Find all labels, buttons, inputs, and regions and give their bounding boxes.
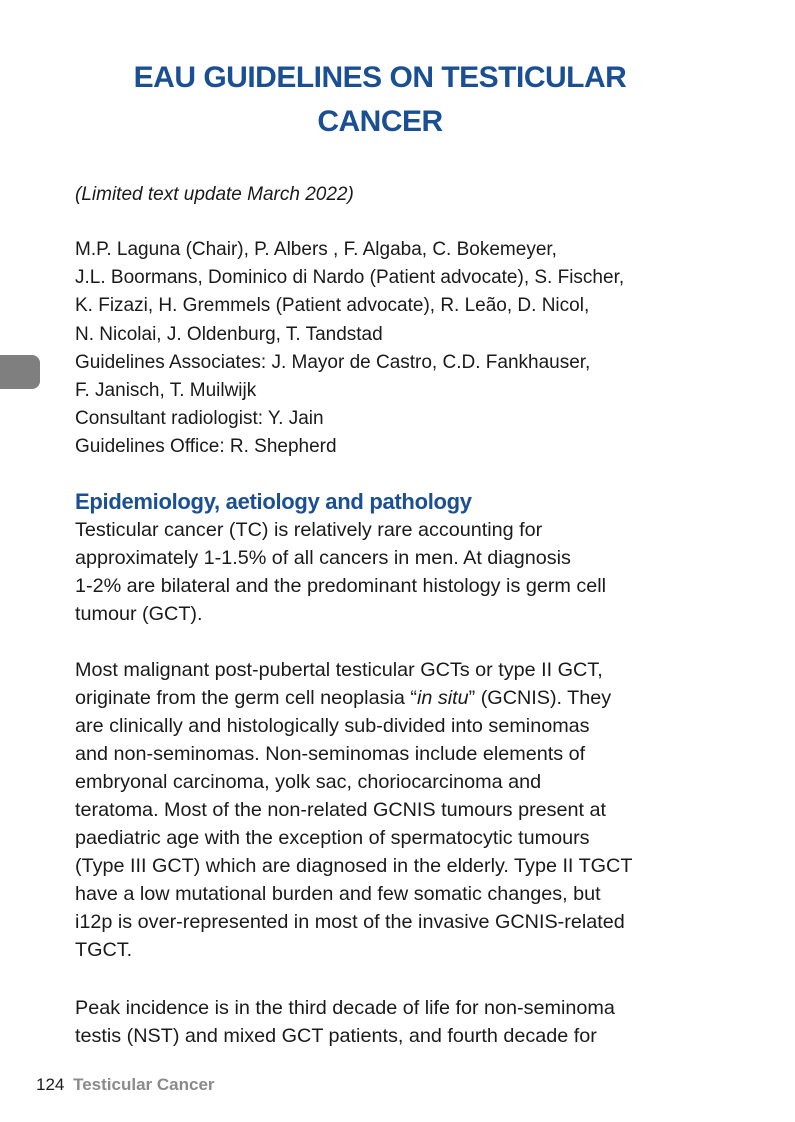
paragraph-2 (75, 656, 695, 964)
update-note: (Limited text update March 2022) (75, 184, 354, 205)
text-line: approximately 1-1.5% of all cancers in men. At diagnosis (75, 547, 571, 569)
text-line: teratoma. Most of the non-related GCNIS tumours present at (75, 799, 607, 821)
text-segment: originate from the germ cell neoplasia “ (75, 687, 417, 709)
page-title (60, 56, 700, 144)
page-number: 124 (36, 1075, 65, 1094)
text-line: tumour (GCT). (75, 603, 203, 625)
author-line: Guidelines Associates: J. Mayor de Castro, C.D. Fankhauser, (75, 351, 591, 373)
text-line: (Type III GCT) which are diagnosed in the elderly. Type II TGCT (75, 855, 633, 877)
running-title: Testicular Cancer (73, 1075, 215, 1094)
text-line: Testicular cancer (TC) is relatively rare accounting for (75, 519, 543, 541)
title-line-1: EAU GUIDELINES ON TESTICULAR (133, 61, 627, 94)
page-footer (36, 1074, 215, 1096)
author-line: Consultant radiologist: Y. Jain (75, 408, 324, 430)
author-line: F. Janisch, T. Muilwijk (75, 380, 257, 402)
text-line: testis (NST) and mixed GCT patients, and fourth decade for (75, 1025, 597, 1047)
text-line (75, 684, 695, 712)
paragraph-3 (75, 994, 695, 1050)
chapter-side-tab (0, 355, 40, 389)
text-line: i12p is over-represented in most of the invasive GCNIS-related (75, 911, 625, 933)
text-line: TGCT. (75, 939, 133, 961)
text-line: Most malignant post-pubertal testicular GCTs or type II GCT, (75, 659, 603, 681)
text-line: and non-seminomas. Non-seminomas include elements of (75, 743, 586, 765)
author-line: N. Nicolai, J. Oldenburg, T. Tandstad (75, 323, 383, 345)
paragraph-1 (75, 516, 695, 628)
italic-term: in situ (416, 687, 469, 709)
author-line: Guidelines Office: R. Shepherd (75, 436, 337, 458)
text-line: embryonal carcinoma, yolk sac, choriocarcinoma and (75, 771, 542, 793)
text-line: Peak incidence is in the third decade of life for non-seminoma (75, 997, 615, 1019)
author-line: M.P. Laguna (Chair), P. Albers , F. Algaba, C. Bokemeyer, (75, 239, 557, 260)
text-line: 1-2% are bilateral and the predominant histology is germ cell (75, 575, 607, 597)
author-list (75, 236, 715, 462)
title-line-2: CANCER (317, 105, 443, 138)
text-segment: ” (GCNIS). They (468, 687, 612, 709)
text-line: are clinically and histologically sub-divided into seminomas (75, 715, 590, 737)
author-line: J.L. Boormans, Dominico di Nardo (Patient advocate), S. Fischer, (75, 267, 625, 289)
author-line: K. Fizazi, H. Gremmels (Patient advocate), R. Leão, D. Nicol, (75, 295, 590, 317)
text-line: paediatric age with the exception of spermatocytic tumours (75, 827, 590, 849)
text-line: have a low mutational burden and few somatic changes, but (75, 883, 601, 905)
section-heading: Epidemiology, aetiology and pathology (75, 489, 472, 514)
